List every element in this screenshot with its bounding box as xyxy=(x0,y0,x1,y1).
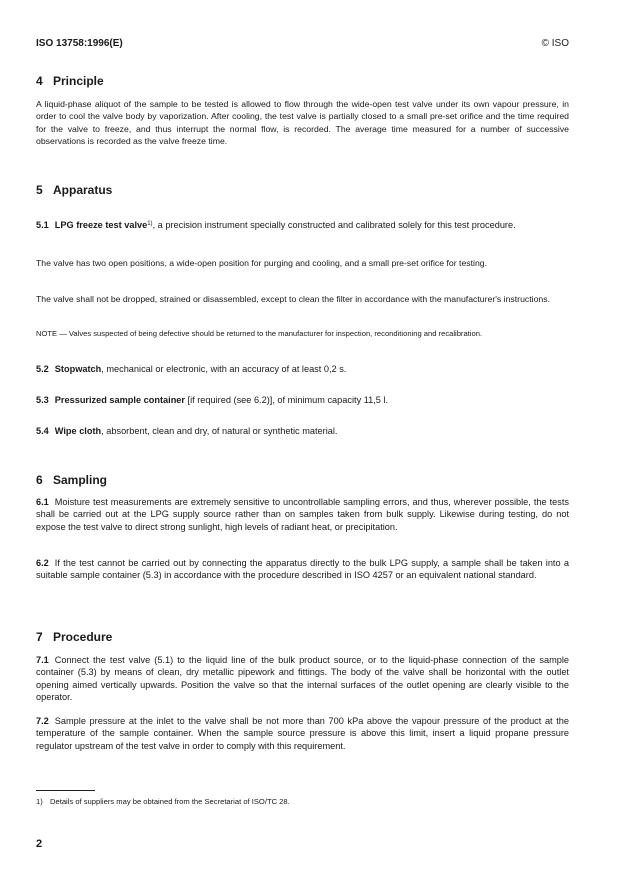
clause-number: 7 xyxy=(36,630,43,644)
clause-title-apparatus xyxy=(36,183,112,197)
clause-number: 4 xyxy=(36,74,43,88)
subclause-number: 6.1 xyxy=(36,497,49,507)
footnote-text: Details of suppliers may be obtained from the Secretariat of ISO/TC 28. xyxy=(50,797,290,806)
subclause-text: If the test cannot be carried out by connecting the apparatus directly to the bulk LPG supply, a sample shall be taken into a suitable sample container (5.3) in accordance with the procedure described in ISO 4257 or an equivalent national standard. xyxy=(36,558,569,581)
document-page xyxy=(36,0,569,877)
clause-title-sampling xyxy=(36,473,107,487)
subclause-number: 6.2 xyxy=(36,558,49,568)
footnote xyxy=(36,797,290,806)
subclause-7-2 xyxy=(36,715,569,752)
subclause-text: [if required (see 6.2)], of minimum capacity 11,5 l. xyxy=(185,395,389,405)
subclause-term: Stopwatch xyxy=(54,364,102,374)
clause-heading: Procedure xyxy=(53,630,113,644)
subclause-number: 5.4 xyxy=(36,426,49,436)
clause-title-principle xyxy=(36,74,104,88)
standard-id: ISO 13758:1996(E) xyxy=(36,38,123,49)
footnote-ref: 1) xyxy=(147,221,153,227)
subclause-number: 5.3 xyxy=(36,395,49,405)
subclause-text: Sample pressure at the inlet to the valve shall be not more than 700 kPa above the vapour pressure of the product at the temperature of the sample container. When the sample source pressure is above this limit, insert a liquid propane pressure regulator upstream of the test valve in order to comply with this requirement. xyxy=(36,716,569,751)
subclause-number: 5.1 xyxy=(36,220,49,230)
valve-handling-text: The valve shall not be dropped, strained or disassembled, except to clean the filter in accordance with the manufacturer's instructions. xyxy=(36,294,551,304)
principle-text: A liquid-phase aliquot of the sample to be tested is allowed to flow through the wide-open test valve under its own vapour pressure, in order to cool the valve body by vaporization. After cooling, the test valve is partially closed to a small pre-set orifice and the time required for the valve to freeze, and thus interrupt the normal flow, is recorded. The average time measured for a number of successive observations is recorded as the valve freeze time. xyxy=(36,99,569,147)
clause-number: 5 xyxy=(36,183,43,197)
clause-heading: Apparatus xyxy=(53,183,113,197)
subclause-text: , a precision instrument specially constructed and calibrated solely for this test procedure. xyxy=(152,220,516,230)
subclause-text: Moisture test measurements are extremely sensitive to uncontrollable sampling errors, and thus, wherever possible, the tests shall be carried out at the LPG supply source rather than on samples taken from bulk supply. Likewise during testing, do not expose the test valve to direct strong sunlight, high levels of radiant heat, or precipitation. xyxy=(36,497,569,532)
subclause-term: Pressurized sample container xyxy=(54,395,185,405)
subclause-5-4 xyxy=(36,425,569,437)
clause-heading: Principle xyxy=(53,74,104,88)
page-number: 2 xyxy=(36,838,43,850)
subclause-6-1 xyxy=(36,496,569,533)
subclause-term: LPG freeze test valve xyxy=(54,220,148,230)
subclause-6-2 xyxy=(36,557,569,582)
footnote-rule xyxy=(36,790,95,791)
footnote-marker: 1) xyxy=(36,797,43,806)
subclause-5-2 xyxy=(36,363,569,375)
subclause-number: 7.2 xyxy=(36,716,49,726)
subclause-5-1 xyxy=(36,219,569,231)
subclause-text: , mechanical or electronic, with an accuracy of at least 0,2 s. xyxy=(101,364,347,374)
copyright-mark: © ISO xyxy=(541,38,569,49)
subclause-number: 5.2 xyxy=(36,364,49,374)
subclause-text: Connect the test valve (5.1) to the liquid line of the bulk product source, or to the liquid-phase connection of the sample container (5.3) by means of clean, dry metallic pipework and fittings. The body of the valve shall be horizontal with the outlet opening aimed vertically upwards. Position the valve so that the internal surfaces of the outlet opening are clearly visible to the operator. xyxy=(36,655,569,703)
clause-heading: Sampling xyxy=(53,473,108,487)
subclause-5-3 xyxy=(36,394,569,406)
subclause-number: 7.1 xyxy=(36,655,49,665)
clause-number: 6 xyxy=(36,473,43,487)
subclause-term: Wipe cloth xyxy=(54,426,102,436)
valve-positions-text: The valve has two open positions, a wide-open position for purging and cooling, and a small pre-set orifice for testing. xyxy=(36,258,488,268)
clause-title-procedure xyxy=(36,630,112,644)
subclause-text: , absorbent, clean and dry, of natural or synthetic material. xyxy=(101,426,338,436)
subclause-7-1 xyxy=(36,654,569,704)
apparatus-note: NOTE — Valves suspected of being defective should be returned to the manufacturer for inspection, reconditioning and recalibration. xyxy=(36,329,483,338)
